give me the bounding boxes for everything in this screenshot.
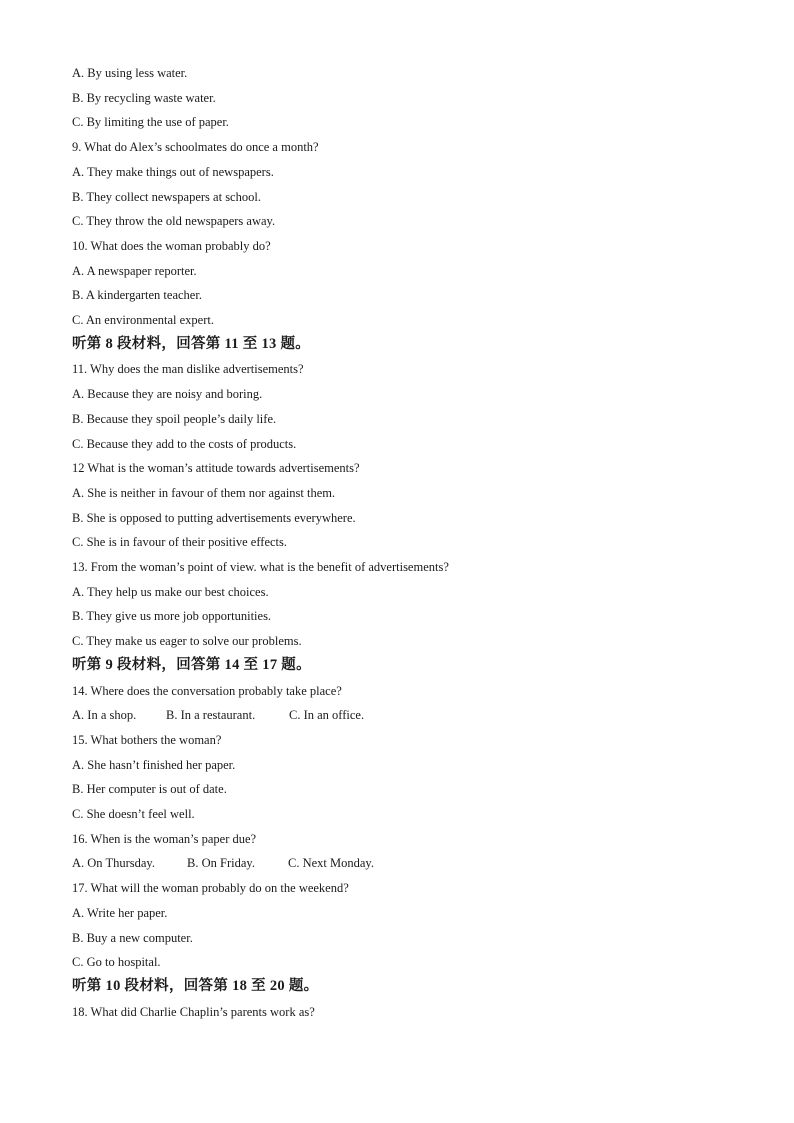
q17-option-c: C. Go to hospital. xyxy=(72,955,161,969)
q16-option-b: B. On Friday. xyxy=(187,856,255,870)
section-heading-10: 听第 10 段材料，回答第 18 至 20 题。 xyxy=(72,978,319,994)
q16-option-c: C. Next Monday. xyxy=(288,856,374,870)
q12-option-a: A. She is neither in favour of them nor against them. xyxy=(72,486,336,500)
q14-options xyxy=(72,707,364,723)
q14-option-c: C. In an office. xyxy=(289,708,365,722)
q13-option-a: A. They help us make our best choices. xyxy=(72,585,269,599)
question-11: 11. Why does the man dislike advertisements? xyxy=(72,362,304,376)
q9-option-a: A. They make things out of newspapers. xyxy=(72,165,274,179)
q10-option-a: A. A newspaper reporter. xyxy=(72,264,197,278)
question-9: 9. What do Alex’s schoolmates do once a month? xyxy=(72,140,319,154)
q12-option-b: B. She is opposed to putting advertisements everywhere. xyxy=(72,511,356,525)
question-14: 14. Where does the conversation probably take place? xyxy=(72,684,342,698)
q15-option-b: B. Her computer is out of date. xyxy=(72,782,227,796)
q10-option-c: C. An environmental expert. xyxy=(72,313,214,327)
q9-option-b: B. They collect newspapers at school. xyxy=(72,190,261,204)
q14-option-a: A. In a shop. xyxy=(72,708,137,722)
q10-option-b: B. A kindergarten teacher. xyxy=(72,288,202,302)
q17-option-b: B. Buy a new computer. xyxy=(72,931,193,945)
section-heading-8: 听第 8 段材料，回答第 11 至 13 题。 xyxy=(72,336,311,352)
question-13: 13. From the woman’s point of view. what is the benefit of advertisements? xyxy=(72,560,449,574)
question-10: 10. What does the woman probably do? xyxy=(72,239,271,253)
q11-option-c: C. Because they add to the costs of products. xyxy=(72,437,297,451)
q8-option-c: C. By limiting the use of paper. xyxy=(72,115,229,129)
section-heading-9: 听第 9 段材料，回答第 14 至 17 题。 xyxy=(72,657,311,673)
q14-option-b: B. In a restaurant. xyxy=(166,708,256,722)
q9-option-c: C. They throw the old newspapers away. xyxy=(72,214,276,228)
q8-option-b: B. By recycling waste water. xyxy=(72,91,216,105)
q11-option-b: B. Because they spoil people’s daily life. xyxy=(72,412,277,426)
q8-option-a: A. By using less water. xyxy=(72,66,188,80)
q13-option-b: B. They give us more job opportunities. xyxy=(72,609,272,623)
question-18: 18. What did Charlie Chaplin’s parents work as? xyxy=(72,1005,315,1019)
q15-option-a: A. She hasn’t finished her paper. xyxy=(72,758,236,772)
question-12: 12 What is the woman’s attitude towards advertisements? xyxy=(72,461,360,475)
q16-options xyxy=(72,855,374,871)
q13-option-c: C. They make us eager to solve our problems. xyxy=(72,634,302,648)
q16-option-a: A. On Thursday. xyxy=(72,856,155,870)
q12-option-c: C. She is in favour of their positive effects. xyxy=(72,535,288,549)
q15-option-c: C. She doesn’t feel well. xyxy=(72,807,195,821)
q11-option-a: A. Because they are noisy and boring. xyxy=(72,387,263,401)
question-16: 16. When is the woman’s paper due? xyxy=(72,832,257,846)
q17-option-a: A. Write her paper. xyxy=(72,906,168,920)
question-17: 17. What will the woman probably do on the weekend? xyxy=(72,881,349,895)
question-15: 15. What bothers the woman? xyxy=(72,733,222,747)
